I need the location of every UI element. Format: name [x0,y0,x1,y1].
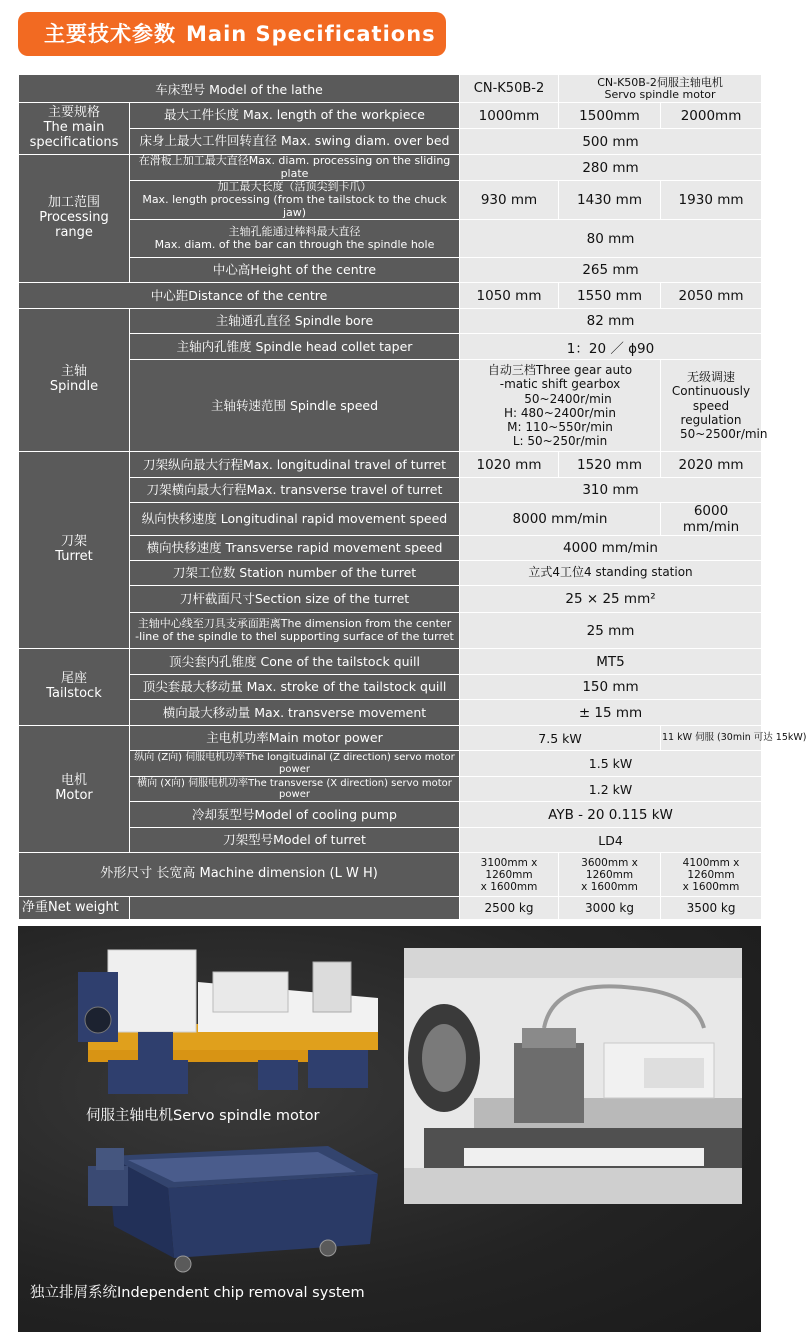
table-row [19,283,762,309]
speed-text: 50~2400r/min [524,391,612,406]
dim-line: 3100mm x 1260mm [480,856,538,881]
turret-photo-image [404,948,742,1204]
row-label: 床身上最大工件回转直径 Max. swing diam. over bed [130,129,460,155]
row-value [559,853,661,897]
row-value: 80 mm [460,220,762,258]
category-turret [19,452,130,649]
row-value: 2020 mm [661,452,762,478]
row-label [130,613,460,649]
row-value [661,853,762,897]
dim-line: 3600mm x 1260mm [581,856,638,881]
row-label-line: -line of the spindle to thel supporting surface of the turret [135,629,454,643]
table-row [19,700,762,726]
dim-line: x 1600mm [581,880,638,893]
table-row [19,561,762,586]
row-value: 500 mm [460,129,762,155]
category-zh: 主轴 [60,364,87,380]
row-label: 刀架工位数 Station number of the turret [130,561,460,586]
row-label: 纵向快移速度 Longitudinal rapid movement speed [130,503,460,536]
speed-text: 自动三档Three gear auto [487,363,633,378]
row-label: 主轴通孔直径 Spindle bore [130,309,460,334]
table-row [19,726,762,751]
row-value: AYB - 20 0.115 kW [460,802,762,828]
row-value: 82 mm [460,309,762,334]
speed-text: 50~2500r/min [680,426,768,441]
category-processing [19,155,130,283]
row-value: 4000 mm/min [460,536,762,561]
row-value: 2000mm [661,103,762,129]
row-value: 2500 kg [460,897,559,920]
row-value: LD4 [460,828,762,853]
row-value: MT5 [460,649,762,675]
chip-removal-image [88,1126,388,1276]
row-label-zh: 主轴孔能通过棒料最大直径 [228,225,361,239]
table-row [19,452,762,478]
category-motor [19,726,130,853]
table-row [19,802,762,828]
row-value: ± 15 mm [460,700,762,726]
dim-line: 4100mm x 1260mm [682,856,740,881]
row-label-en: Max. length processing (from the tailstock to the chuck jaw) [142,192,447,219]
speed-text: speed regulation [680,398,742,427]
row-label [130,220,460,258]
table-row [19,828,762,853]
table-row [19,853,762,897]
model-label: 车床型号 Model of the lathe [19,75,460,103]
row-label: 最大工件长度 Max. length of the workpiece [130,103,460,129]
row-label [130,181,460,220]
speed-text: 无级调速Continuously [671,370,751,399]
row-label: 主电机功率Main motor power [130,726,460,751]
table-row [19,675,762,700]
model-value-1: CN-K50B-2 [460,75,559,103]
row-value: 1050 mm [460,283,559,309]
category-zh: 主要规格 [47,105,100,121]
category-en: Turret [55,549,93,565]
row-label: 纵向 (Z向) 伺服电机功率The longitudinal (Z direction) servo motor power [130,751,460,777]
row-value: 6000 mm/min [661,503,762,536]
table-row [19,503,762,536]
table-row [19,334,762,360]
model-value-2-line1: CN-K50B-2伺服主轴电机 [597,75,723,89]
row-value [460,853,559,897]
table-row [19,75,762,103]
row-label: 顶尖套最大移动量 Max. stroke of the tailstock quill [130,675,460,700]
spindle-speed-servo [661,360,768,452]
category-en: The main [43,120,105,136]
turret-photo [404,948,742,1204]
row-value: 1.5 kW [460,751,762,777]
chip-caption: 独立排屑系统Independent chip removal system [30,1285,365,1301]
row-value: 1930 mm [661,181,762,220]
speed-text: M: 110~550r/min [507,419,613,434]
model-value-2 [559,75,762,103]
table-row [19,155,762,181]
row-label-zh: 加工最大长度（活顶尖到卡爪） [217,180,372,194]
table-row [19,478,762,503]
category-zh: 加工范围 [47,195,100,211]
row-label-en: Max. diam. of the bar can through the spindle hole [154,237,435,251]
table-row [19,220,762,258]
row-label: 外形尺寸 长宽高 Machine dimension (L W H) [19,853,460,897]
row-label: 刀架纵向最大行程Max. longitudinal travel of turret [130,452,460,478]
row-label: 主轴转速范围 Spindle speed [130,360,460,452]
row-label: 在滑板上加工最大直径Max. diam. processing on the sliding plate [130,155,460,181]
banner-title-en: Main Specifications [186,22,436,46]
row-label: 横向 (X向) 伺服电机功率The transverse (X direction) servo motor power [130,777,460,802]
row-value: 930 mm [460,181,559,220]
banner-title-zh: 主要技术参数 [44,22,176,46]
table-row [19,360,762,452]
row-label: 刀架型号Model of turret [130,828,460,853]
servo-lathe-image [48,932,388,1102]
row-value: 11 kW 伺服 (30min 可达 15kW) [661,726,762,751]
row-label: 主轴内孔锥度 Spindle head collet taper [130,334,460,360]
category-en: specifications [29,134,119,150]
row-value: 265 mm [460,258,762,283]
table-row [19,309,762,334]
table-row [19,536,762,561]
row-label: 顶尖套内孔锥度 Cone of the tailstock quill [130,649,460,675]
row-value: 1500mm [559,103,661,129]
row-value: 3500 kg [661,897,762,920]
dim-line: x 1600mm [480,880,538,893]
speed-text: H: 480~2400r/min [504,405,616,420]
table-row [19,129,762,155]
row-value: 1550 mm [559,283,661,309]
spindle-speed-gearbox [460,360,661,452]
row-value: 1：20 ／ ϕ90 [460,334,762,360]
row-label: 中心距Distance of the centre [19,283,460,309]
product-photo-panel [18,926,761,1332]
row-value: 1.2 kW [460,777,762,802]
row-label: 冷却泵型号Model of cooling pump [130,802,460,828]
category-en: Tailstock [46,686,102,702]
row-value: 8000 mm/min [460,503,661,536]
category-main [19,103,130,155]
row-label-line: 主轴中心线至刀具支承面距离The dimension from the center [137,617,452,631]
row-label: 刀架横向最大行程Max. transverse travel of turret [130,478,460,503]
row-value: 1430 mm [559,181,661,220]
row-value: 280 mm [460,155,762,181]
row-value: 25 × 25 mm² [460,586,762,613]
row-value: 1000mm [460,103,559,129]
category-spindle [19,309,130,452]
speed-text: -matic shift gearbox [499,377,621,392]
category-tailstock [19,649,130,726]
row-label: 横向最大移动量 Max. transverse movement [130,700,460,726]
category-en: Spindle [49,379,99,395]
row-value: 1020 mm [460,452,559,478]
row-value: 7.5 kW [460,726,661,751]
row-label: 刀杆截面尺寸Section size of the turret [130,586,460,613]
category-zh: 电机 [60,773,87,789]
row-value: 1520 mm [559,452,661,478]
row-value: 3000 kg [559,897,661,920]
table-row [19,777,762,802]
row-value: 310 mm [460,478,762,503]
table-row [19,649,762,675]
table-row [19,751,762,777]
servo-caption: 伺服主轴电机Servo spindle motor [86,1108,320,1124]
category-zh: 尾座 [60,671,87,687]
category-en: Processing [39,210,109,226]
row-value: 立式4工位4 standing station [460,561,762,586]
table-row [19,181,762,220]
row-value: 25 mm [460,613,762,649]
category-en: Motor [55,788,93,804]
category-zh: 刀架 [60,534,87,550]
table-row [19,103,762,129]
dim-line: x 1600mm [682,880,740,893]
speed-text: L: 50~250r/min [512,434,608,449]
section-banner [18,12,446,56]
row-label: 横向快移速度 Transverse rapid movement speed [130,536,460,561]
table-row [19,613,762,649]
specifications-table [18,74,807,920]
table-row [19,897,762,920]
row-label: 中心高Height of the centre [130,258,460,283]
model-value-2-line2: Servo spindle motor [604,87,716,101]
row-value: 2050 mm [661,283,762,309]
row-label-empty [130,897,460,920]
table-row [19,586,762,613]
table-row [19,258,762,283]
row-value: 150 mm [460,675,762,700]
row-label: 净重Net weight [19,897,130,920]
category-en: range [55,225,93,241]
